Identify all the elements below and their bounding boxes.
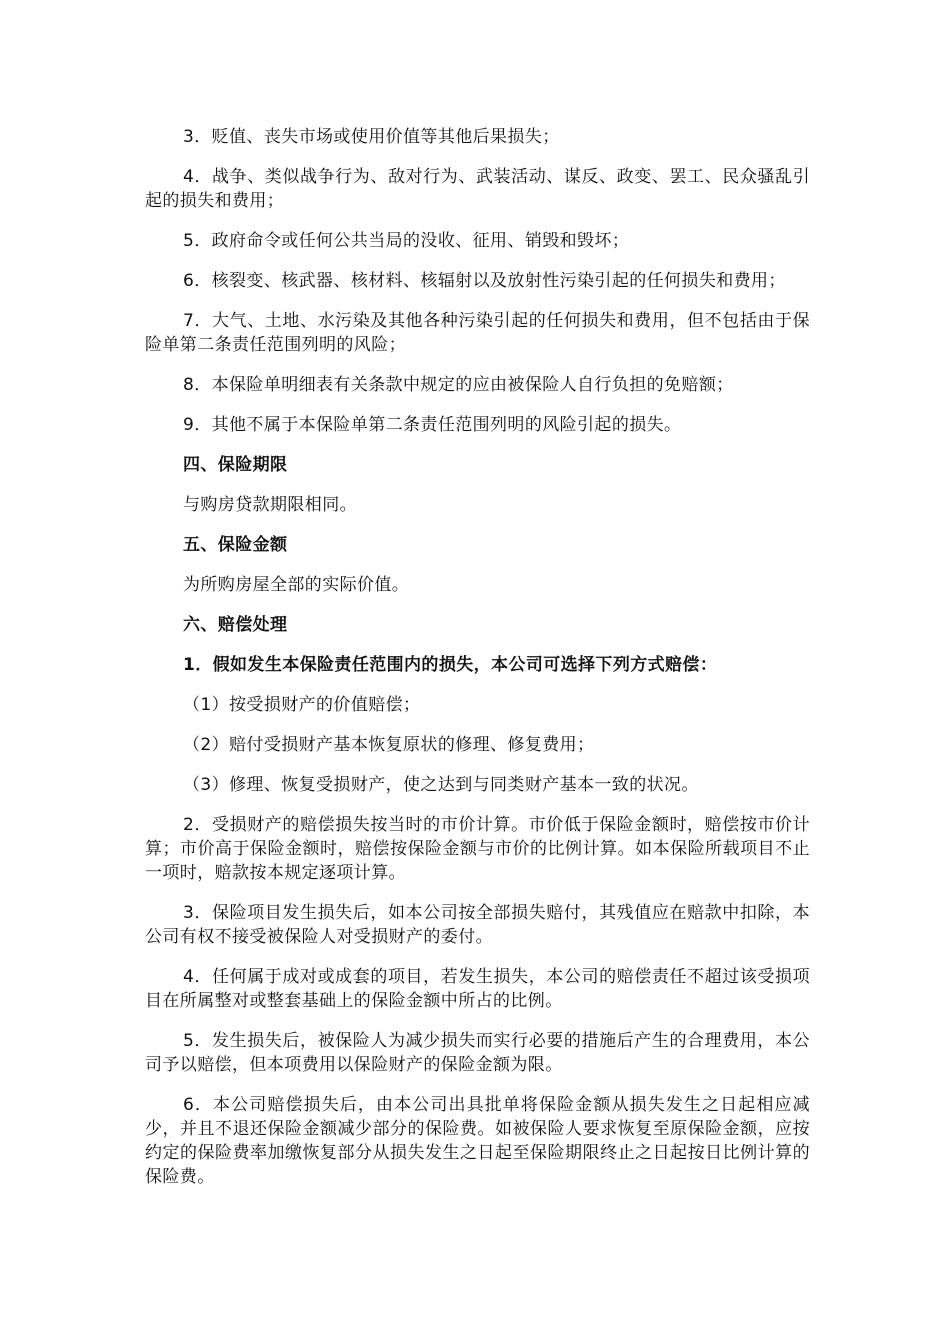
claims-item-5: 5．发生损失后，被保险人为减少损失而实行必要的措施后产生的合理费用，本公司予以赔偿，但本项费用以保险财产的保险金额为限。	[145, 1031, 810, 1075]
claims-item-6: 6．本公司赔偿损失后，由本公司出具批单将保险金额从损失发生之日起相应减少，并且不退还保险金额减少部分的保险费。如被保险人要求恢复至原保险金额，应按约定的保险费率加缴恢复部分从损失发生之日起至保险期限终止之日起按日比例计算的保险费。	[145, 1095, 810, 1187]
exclusion-item-9: 9．其他不属于本保险单第二条责任范围列明的风险引起的损失。	[183, 415, 682, 435]
section-heading-amount: 五、保险金额	[183, 535, 288, 555]
section-heading-claims: 六、赔偿处理	[183, 615, 288, 635]
section-heading-period: 四、保险期限	[183, 455, 288, 475]
claims-sub-2: （2）赔付受损财产基本恢复原状的修理、修复费用；	[183, 735, 595, 755]
exclusion-item-6: 6．核裂变、核武器、核材料、核辐射以及放射性污染引起的任何损失和费用；	[183, 271, 786, 291]
exclusion-item-4: 4．战争、类似战争行为、敌对行为、武装活动、谋反、政变、罢工、民众骚乱引起的损失和费用；	[145, 167, 810, 211]
period-text: 与购房贷款期限相同。	[183, 495, 357, 515]
claims-item-4: 4．任何属于成对或成套的项目，若发生损失，本公司的赔偿责任不超过该受损项目在所属整对或整套基础上的保险金额中所占的比例。	[145, 967, 810, 1011]
amount-text: 为所购房屋全部的实际价值。	[183, 575, 410, 595]
claims-item-3: 3．保险项目发生损失后，如本公司按全部损失赔付，其残值应在赔款中扣除，本公司有权不接受被保险人对受损财产的委付。	[145, 903, 810, 947]
claims-item-2: 2．受损财产的赔偿损失按当时的市价计算。市价低于保险金额时，赔偿按市价计算；市价高于保险金额时，赔偿按保险金额与市价的比例计算。如本保险所载项目不止一项时，赔款按本规定逐项计算。	[145, 815, 810, 883]
exclusion-item-5: 5．政府命令或任何公共当局的没收、征用、销毁和毁坏；	[183, 231, 630, 251]
claims-sub-1: （1）按受损财产的价值赔偿；	[183, 695, 421, 715]
exclusion-item-7: 7．大气、土地、水污染及其他各种污染引起的任何损失和费用，但不包括由于保险单第二条责任范围列明的风险；	[145, 311, 810, 355]
exclusion-item-3: 3．贬值、丧失市场或使用价值等其他后果损失；	[183, 127, 560, 147]
document-page	[145, 125, 810, 1205]
claims-sub-3: （3）修理、恢复受损财产，使之达到与同类财产基本一致的状况。	[183, 775, 699, 795]
claims-item-1: 1．假如发生本保险责任范围内的损失，本公司可选择下列方式赔偿：	[183, 655, 718, 675]
exclusion-item-8: 8．本保险单明细表有关条款中规定的应由被保险人自行负担的免赔额；	[183, 375, 734, 395]
